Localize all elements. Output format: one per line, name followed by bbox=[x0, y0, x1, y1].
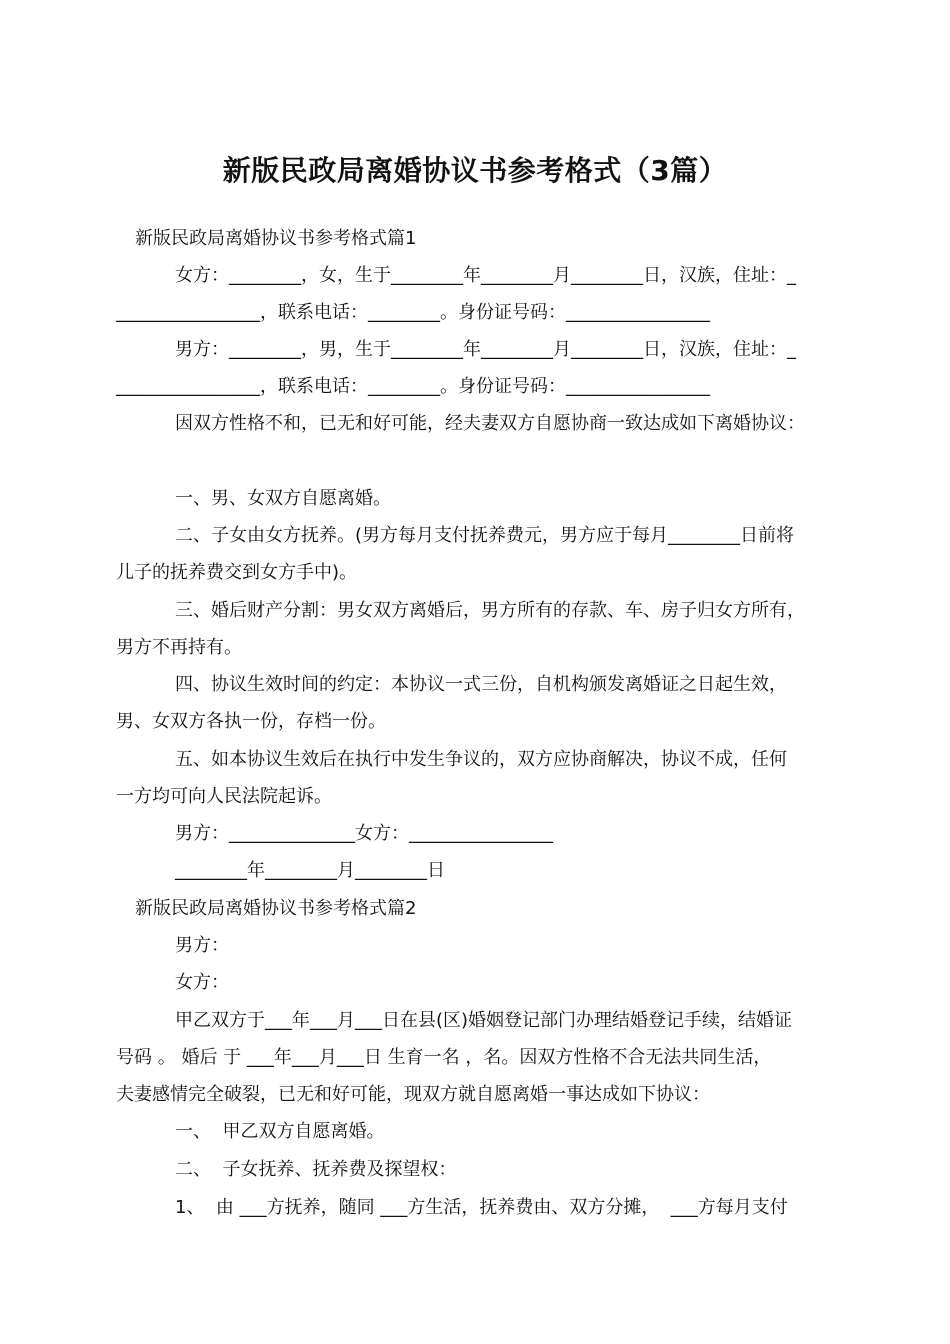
clause-2-line-2: 儿子的抚养费交到女方手中)。 bbox=[116, 562, 358, 583]
signature-line: 男方：______________女方：________________ bbox=[175, 823, 553, 844]
marriage-info-line-1: 甲乙双方于___年___月___日在县(区)婚姻登记部门办理结婚登记手续，结婚证 bbox=[175, 1010, 793, 1031]
husband-info-line-2: ________________，联系电话：________。身份证号码：________________ bbox=[116, 376, 710, 397]
clause-4-line-1: 四、协议生效时间的约定：本协议一式三份，自机构颁发离婚证之日起生效， bbox=[175, 674, 787, 695]
wife-info-line-1: 女方：________，女，生于________年________月________日，汉族，住址：_ bbox=[175, 265, 796, 286]
marriage-info-line-3: 夫妻感情完全破裂，已无和好可能，现双方就自愿离婚一事达成如下协议： bbox=[116, 1084, 710, 1105]
husband-info-line-1: 男方：________，男，生于________年________月________日，汉族，住址：_ bbox=[175, 339, 796, 360]
marriage-info-line-2: 号码 。 婚后 于 ___年___月___日 生育一名 ，名。因双方性格不合无法共同生活， bbox=[116, 1047, 772, 1068]
clause2-2: 二、 子女抚养、抚养费及探望权： bbox=[175, 1159, 457, 1180]
section-heading-1: 新版民政局离婚协议书参考格式篇1 bbox=[135, 228, 417, 249]
clause2-2-item-1: 1、 由 ___方抚养，随同 ___方生活，抚养费由、双方分摊， ___方每月支付 bbox=[175, 1197, 788, 1218]
clause-5-line-2: 一方均可向人民法院起诉。 bbox=[116, 786, 332, 807]
clause-2-line-1: 二、子女由女方抚养。(男方每月支付抚养费元，男方应于每月________日前将 bbox=[175, 525, 795, 546]
clause-4-line-2: 男、女双方各执一份，存档一份。 bbox=[116, 711, 386, 732]
clause-3-line-1: 三、婚后财产分割：男女双方离婚后，男方所有的存款、车、房子归女方所有， bbox=[175, 600, 805, 621]
agreement-intro: 因双方性格不和，已无和好可能，经夫妻双方自愿协商一致达成如下离婚协议： bbox=[175, 413, 805, 434]
wife-info-line-2: ________________，联系电话：________。身份证号码：________________ bbox=[116, 302, 710, 323]
document-title: 新版民政局离婚协议书参考格式（3篇） bbox=[222, 153, 728, 187]
wife-label: 女方： bbox=[175, 972, 229, 993]
husband-label: 男方： bbox=[175, 935, 229, 956]
clause-1: 一、男、女双方自愿离婚。 bbox=[175, 488, 391, 509]
clause-5-line-1: 五、如本协议生效后在执行中发生争议的，双方应协商解决，协议不成，任何 bbox=[175, 749, 787, 770]
date-line: ________年________月________日 bbox=[175, 860, 445, 881]
section-heading-2: 新版民政局离婚协议书参考格式篇2 bbox=[135, 898, 417, 919]
clause-3-line-2: 男方不再持有。 bbox=[116, 637, 242, 658]
clause2-1: 一、 甲乙双方自愿离婚。 bbox=[175, 1121, 385, 1142]
